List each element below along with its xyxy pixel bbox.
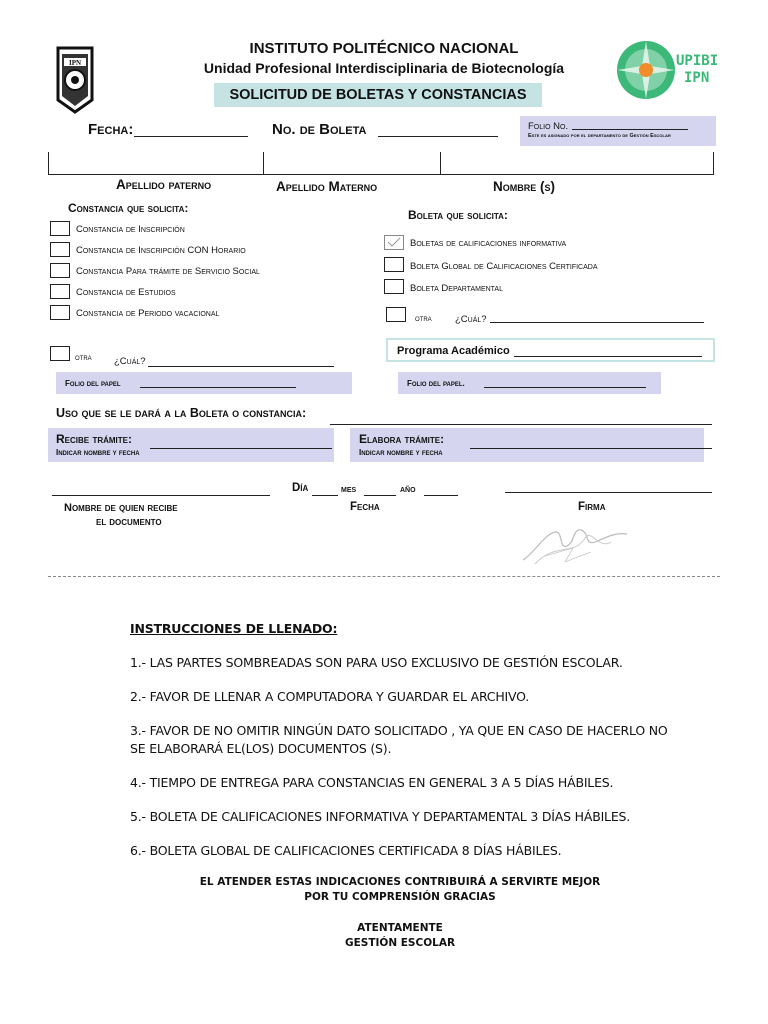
instruction-2: 2.- FAVOR DE LLENAR A COMPUTADORA Y GUARDAR EL ARCHIVO. (130, 689, 530, 704)
instruction-6: 6.- BOLETA GLOBAL DE CALIFICACIONES CERTIFICADA 8 DÍAS HÁBILES. (130, 843, 562, 858)
mes-label: mes (341, 484, 357, 495)
constancia-otra-checkbox[interactable] (50, 346, 70, 361)
instruction-5: 5.- BOLETA DE CALIFICACIONES INFORMATIVA Y DEPARTAMENTAL 3 DÍAS HÁBILES. (130, 809, 631, 824)
instruction-1: 1.- LAS PARTES SOMBREADAS SON PARA USO EXCLUSIVO DE GESTIÓN ESCOLAR. (130, 655, 623, 670)
boleta-folio-label: Folio del papel. (407, 379, 465, 388)
constancia-cual-field[interactable] (148, 366, 334, 367)
firma-field[interactable] (505, 492, 712, 493)
upibi-logo-line2: IPN (684, 70, 710, 86)
boleta-item-2: Boleta Global de Calificaciones Certificada (410, 261, 598, 272)
boleta-item-3: Boleta Departamental (410, 283, 503, 294)
apellido-materno-input[interactable] (264, 152, 439, 174)
dia-field[interactable] (312, 495, 338, 496)
nombre-recibe-label-1: Nombre de quien recibe (64, 502, 178, 514)
apellido-materno-label: Apellido Materno (276, 179, 378, 194)
upibi-logo (614, 38, 724, 104)
nombre-label: Nombre (s) (493, 179, 555, 194)
constancia-checkbox-4[interactable] (50, 284, 70, 299)
folio-label: Folio No. (528, 121, 569, 132)
boleta-cual-field[interactable] (490, 322, 704, 323)
nombre-recibe-label-2: el documento (96, 516, 162, 528)
instruction-3: 3.- FAVOR DE NO OMITIR NINGÚN DATO SOLICITADO , YA QUE EN CASO DE HACERLO NO (130, 723, 668, 738)
instruction-3-cont: SE ELABORARÁ EL(LOS) DOCUMENTOS (S). (130, 741, 392, 756)
folio-box (520, 116, 716, 146)
instruction-4: 4.- TIEMPO DE ENTREGA PARA CONSTANCIAS EN GENERAL 3 A 5 DÍAS HÁBILES. (130, 775, 614, 790)
boleta-folio-box (398, 372, 661, 394)
upibi-logo-line1: UPIBI (676, 53, 719, 69)
instructions-title: INSTRUCCIONES DE LLENADO: (130, 621, 338, 636)
programa-academico-label: Programa Académico (397, 345, 510, 357)
uso-field[interactable] (330, 424, 712, 425)
constancia-folio-box (56, 372, 352, 394)
closing-line-2: POR TU COMPRENSIÓN GRACIAS (304, 891, 496, 903)
constancia-folio-field[interactable] (140, 387, 296, 388)
constancia-heading: Constancia que solicita: (68, 201, 189, 215)
dia-label: Día (292, 482, 309, 494)
closing-line-1: EL ATENDER ESTAS INDICACIONES CONTRIBUIRÁ A SERVIRTE MEJOR (199, 876, 601, 888)
folio-note: Este es asignado por el departamento de Gestión Escolar (528, 133, 671, 139)
programa-academico-box (386, 338, 715, 362)
constancia-item-2: Constancia de Inscripción CON Horario (76, 245, 246, 256)
anio-label: año (400, 484, 416, 495)
boleta-otra-label: otra (415, 313, 432, 323)
anio-field[interactable] (424, 495, 458, 496)
nombre-input[interactable] (441, 152, 711, 174)
boleta-item-1: Boletas de calificaciones informativa (410, 238, 567, 249)
ipn-logo-text: IPN (68, 59, 82, 67)
constancia-checkbox-5[interactable] (50, 305, 70, 320)
constancia-cual-label: ¿Cuál? (114, 356, 146, 367)
boleta-checkbox-1[interactable] (384, 235, 404, 250)
elabora-tramite-box (350, 428, 704, 462)
handwritten-signature (515, 512, 635, 568)
fecha-label: Fecha: (88, 121, 134, 138)
boleta-checkbox-2[interactable] (384, 257, 404, 272)
boleta-heading: Boleta que solicita: (408, 208, 508, 222)
boleta-number-field[interactable] (378, 136, 498, 137)
fecha-field[interactable] (134, 136, 248, 137)
mes-field[interactable] (364, 495, 396, 496)
constancia-item-1: Constancia de Inscripción (76, 224, 185, 235)
recibe-tramite-box (48, 428, 334, 462)
firma-label: Firma (578, 501, 606, 513)
recibe-tramite-label: Recibe trámite: (56, 432, 132, 446)
cut-line (48, 576, 720, 577)
constancia-checkbox-1[interactable] (50, 221, 70, 236)
nombre-recibe-field[interactable] (52, 495, 270, 496)
apellido-paterno-label: Apellido paterno (116, 177, 212, 192)
boleta-checkbox-3[interactable] (384, 279, 404, 294)
constancia-item-4: Constancia de Estudios (76, 287, 176, 298)
constancia-checkbox-2[interactable] (50, 242, 70, 257)
programa-academico-field[interactable] (514, 356, 702, 357)
constancia-item-5: Constancia de Periodo vacacional (76, 308, 220, 319)
gestion-escolar: GESTIÓN ESCOLAR (344, 937, 456, 949)
elabora-tramite-label: Elabora trámite: (359, 432, 445, 446)
institution-title: INSTITUTO POLITÉCNICO NACIONAL (249, 40, 519, 57)
boleta-number-label: No. de Boleta (272, 121, 367, 138)
checkmark-icon (385, 236, 403, 249)
recibe-tramite-field[interactable] (150, 448, 332, 449)
elabora-tramite-field[interactable] (470, 448, 712, 449)
boleta-otra-checkbox[interactable] (386, 307, 406, 322)
unit-title: Unidad Profesional Interdisciplinaria de Biotecnología (203, 60, 565, 76)
elabora-tramite-note: Indicar nombre y fecha (359, 448, 443, 457)
folio-field[interactable] (572, 129, 688, 130)
nombre-recibe-label (64, 502, 178, 528)
constancia-item-3: Constancia Para trámite de Servicio Social (76, 266, 260, 277)
apellido-paterno-input[interactable] (49, 152, 262, 174)
boleta-cual-label: ¿Cuál? (455, 314, 487, 325)
uso-label: Uso que se le dará a la Boleta o constancia: (56, 406, 307, 420)
boleta-folio-field[interactable] (484, 387, 646, 388)
form-title: SOLICITUD DE BOLETAS Y CONSTANCIAS (214, 83, 542, 107)
constancia-otra-label: otra (75, 352, 92, 362)
atentamente: ATENTAMENTE (357, 922, 443, 934)
fecha-sig-label: Fecha (350, 501, 380, 513)
constancia-folio-label: Folio del papel (65, 379, 121, 388)
constancia-checkbox-3[interactable] (50, 263, 70, 278)
recibe-tramite-note: Indicar nombre y fecha (56, 448, 140, 457)
